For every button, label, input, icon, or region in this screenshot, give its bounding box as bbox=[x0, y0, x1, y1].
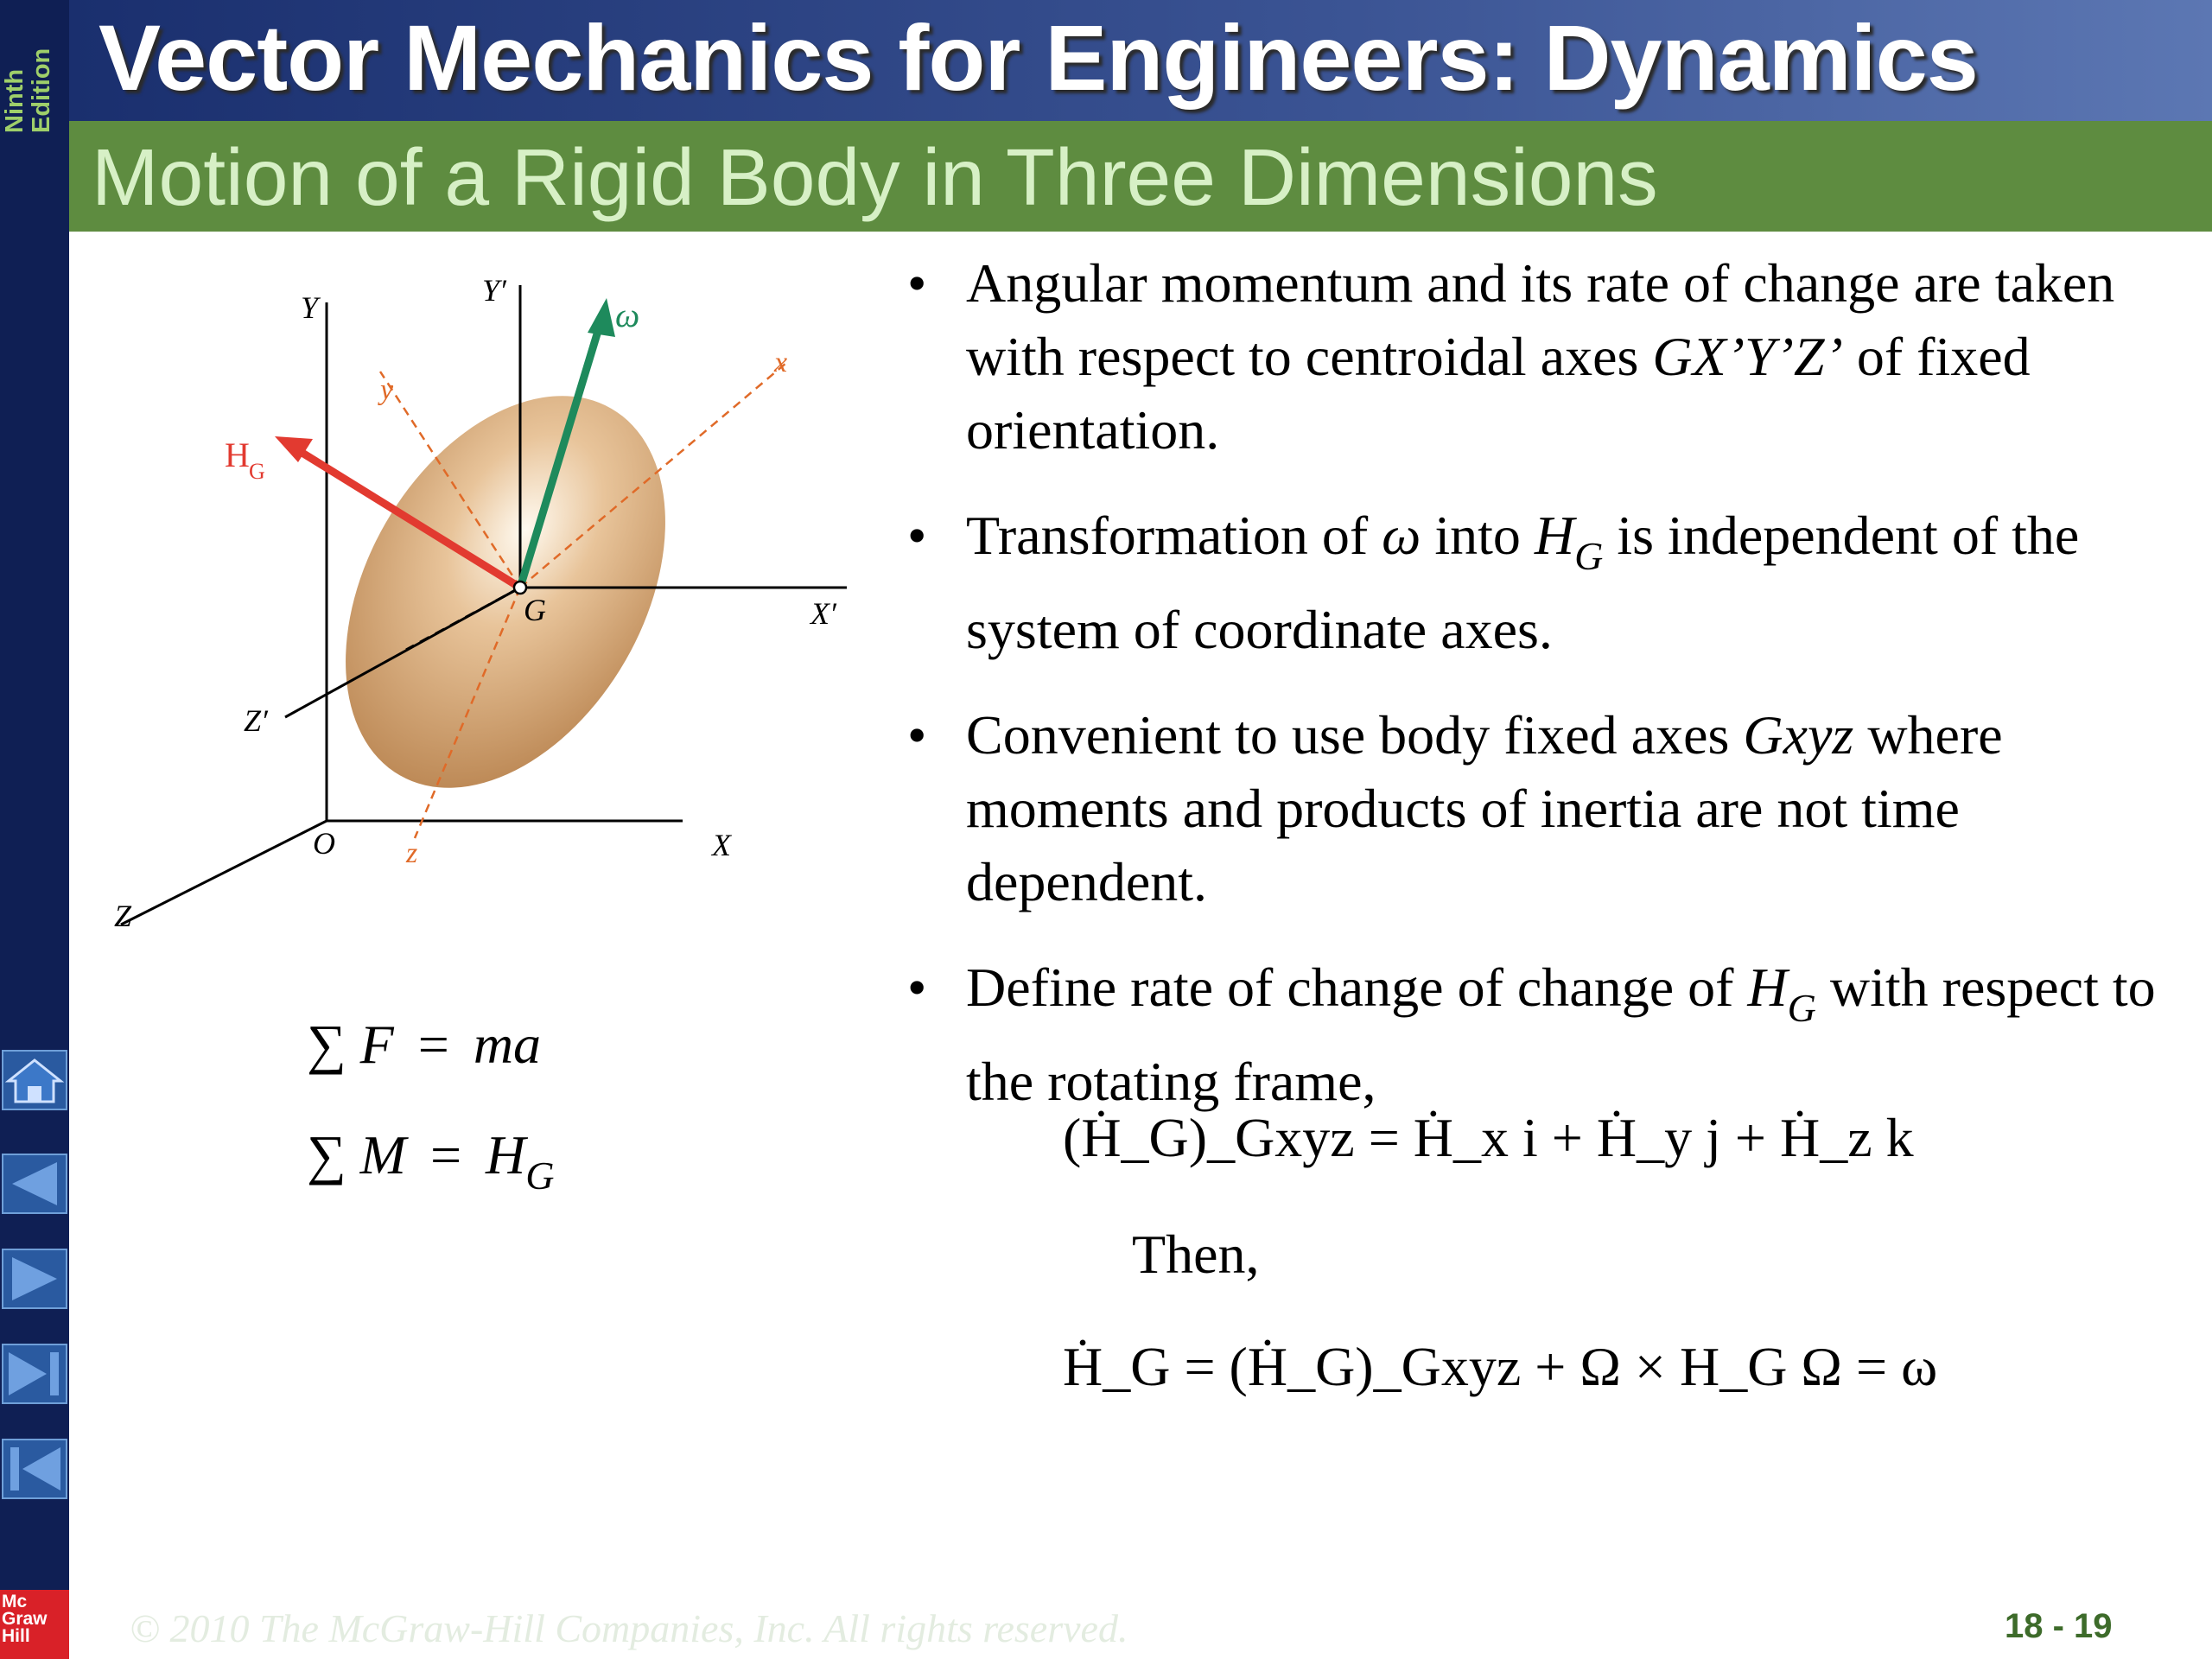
label-HG: H bbox=[225, 435, 250, 474]
left-sidebar bbox=[0, 0, 69, 1659]
last-slide-button[interactable] bbox=[2, 1344, 67, 1404]
bullet-angular-momentum: • Angular momentum and its rate of change are taken with respect to centroidal axes GX’Y’Z’ of fixed orientation. bbox=[907, 252, 2115, 461]
label-X: X bbox=[712, 828, 731, 862]
slide-subtitle: Motion of a Rigid Body in Three Dimensions bbox=[92, 132, 1658, 222]
prev-icon bbox=[3, 1155, 66, 1212]
label-Z: Z bbox=[114, 899, 132, 933]
bullet-list bbox=[899, 246, 2186, 1150]
bullet-transformation: • Transformation of ω into $H_G$ is independent of the system of coordinate axes. bbox=[907, 505, 2080, 660]
label-y: y bbox=[380, 374, 394, 406]
label-x: x bbox=[774, 346, 788, 378]
label-Yp: Y′ bbox=[482, 273, 506, 308]
bullet-rate-of-change: • Define rate of change of change of $H_G$ with respect to the rotating frame, bbox=[907, 957, 2156, 1112]
previous-slide-button[interactable] bbox=[2, 1154, 67, 1214]
moment-equation: ∑ $M = H_G$ bbox=[307, 1124, 555, 1198]
label-Y: Y bbox=[301, 290, 319, 325]
home-button[interactable] bbox=[2, 1050, 67, 1110]
next-icon bbox=[3, 1250, 66, 1307]
slide-header bbox=[69, 0, 2212, 121]
label-Zp: Z′ bbox=[244, 703, 268, 738]
label-z: z bbox=[406, 837, 418, 869]
label-Xp: X′ bbox=[810, 596, 836, 631]
first-icon bbox=[3, 1440, 66, 1497]
G-point bbox=[514, 582, 526, 594]
bullet-body-fixed-axes: • Convenient to use body fixed axes Gxyz where moments and products of inertia are not time dependent. bbox=[907, 704, 2003, 912]
copyright-notice: © 2010 The McGraw-Hill Companies, Inc. All rights reserved. bbox=[130, 1606, 1128, 1650]
slide-subheader bbox=[69, 121, 2212, 232]
page-number: 18 - 19 bbox=[2005, 1607, 2113, 1645]
Z-axis bbox=[121, 821, 327, 925]
label-HG-sub: G bbox=[249, 459, 265, 484]
home-icon bbox=[3, 1052, 66, 1109]
label-omega: ω bbox=[615, 296, 640, 334]
newton-force-equation: ∑ F = ma bbox=[307, 1014, 542, 1075]
rotating-frame-rate-equation: (Ḣ_G)_Gxyz = Ḣ_x i + Ḣ_y j + Ḣ_z k bbox=[1063, 1107, 1914, 1168]
next-slide-button[interactable] bbox=[2, 1249, 67, 1309]
absolute-rate-equation: Ḣ_G = (Ḣ_G)_Gxyz + Ω × H_G Ω = ω bbox=[1063, 1336, 1938, 1397]
mcgraw-hill-logo: Mc Graw Hill bbox=[0, 1590, 69, 1659]
omega-arrowhead bbox=[588, 298, 615, 337]
last-icon bbox=[3, 1345, 66, 1402]
edition-label bbox=[1, 3, 55, 133]
rigid-body-diagram bbox=[86, 251, 881, 959]
slide-title: Vector Mechanics for Engineers: Dynamics bbox=[99, 5, 1978, 110]
label-O: O bbox=[313, 826, 335, 861]
then-label: Then, bbox=[1132, 1224, 1260, 1285]
edition-text: Ninth Edition bbox=[1, 48, 55, 133]
ellipsoid-body bbox=[280, 340, 731, 844]
first-slide-button[interactable] bbox=[2, 1439, 67, 1499]
label-G: G bbox=[524, 593, 546, 627]
